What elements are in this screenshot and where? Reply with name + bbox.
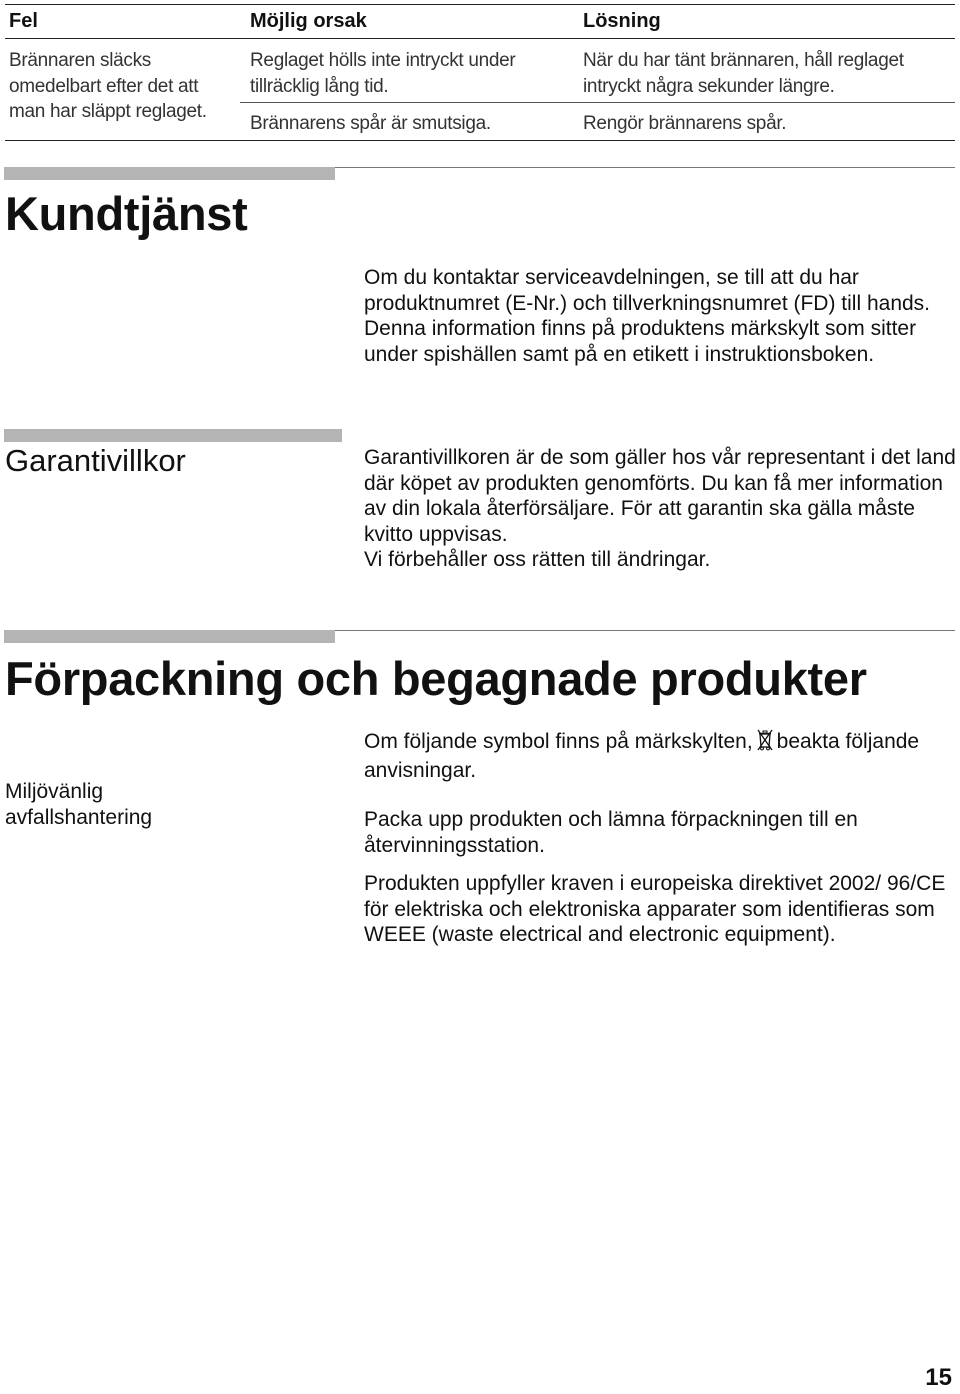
solution-cell-1: När du har tänt brännaren, håll reglaget intryckt några sekunder längre. — [583, 50, 904, 97]
forpackning-text — [364, 729, 956, 948]
kundtjanst-heading: Kundtjänst — [5, 187, 248, 240]
kundtjanst-bar — [4, 167, 335, 180]
table-bottom-rule — [5, 140, 955, 141]
crossed-out-wheelie-bin-icon — [757, 729, 773, 758]
header-solution: Lösning — [583, 10, 661, 32]
garanti-note: Vi förbehåller oss rätten till ändringar. — [364, 548, 711, 571]
table-header-rule — [5, 38, 955, 39]
forpackning-bar — [4, 630, 335, 643]
table-top-rule — [5, 4, 955, 5]
cause-cell-1: Reglaget hölls inte intryckt under tillräcklig lång tid. — [250, 50, 516, 97]
table-row-rule — [240, 102, 955, 103]
fault-cell: Brännaren släcks omedelbart efter det att man har släppt reglaget. — [9, 50, 207, 122]
kundtjanst-paragraph: Om du kontaktar serviceavdelningen, se till att du har produktnumret (E-Nr.) och tillverkningsnumret (FD) till hands. Denna information finns på produktens märkskylt som sitter under spishällen samt på en etikett i instruktionsboken. — [364, 266, 931, 366]
weee-paragraph: Produkten uppfyller kraven i europeiska direktivet 2002/ 96/CE för elektriska och elektroniska apparater som identifieras som WEEE (waste electrical and electronic equipment). — [364, 872, 946, 946]
garanti-bar — [4, 429, 342, 442]
garanti-paragraph: Garantivillkoren är de som gäller hos vår representant i det land där köpet av produkten genomförts. Du kan få mer information av din lokala återförsäljare. För att garantin ska gälla måste kvitto uppvisas. — [364, 446, 956, 546]
unpack-paragraph: Packa upp produkten och lämna förpackningen till en återvinningsstation. — [364, 808, 858, 857]
page-number: 15 — [925, 1364, 952, 1391]
header-fault: Fel — [9, 10, 38, 32]
symbol-text-before: Om följande symbol finns på märkskylten, — [364, 730, 753, 753]
forpackning-rule — [335, 630, 955, 631]
forpackning-heading: Förpackning och begagnade produkter — [5, 652, 867, 705]
symbol-text-after: beakta följande anvisningar. — [364, 730, 920, 782]
kundtjanst-rule — [335, 167, 955, 168]
miljovanlig-label: Miljövänlig avfallshantering — [5, 780, 153, 829]
kundtjanst-text — [364, 265, 956, 367]
header-cause: Möjlig orsak — [250, 10, 367, 32]
symbol-paragraph — [364, 729, 956, 783]
garanti-heading: Garantivillkor — [5, 443, 186, 478]
solution-cell-2: Rengör brännarens spår. — [583, 113, 787, 134]
cause-cell-2: Brännarens spår är smutsiga. — [250, 113, 491, 134]
garanti-text — [364, 445, 956, 573]
